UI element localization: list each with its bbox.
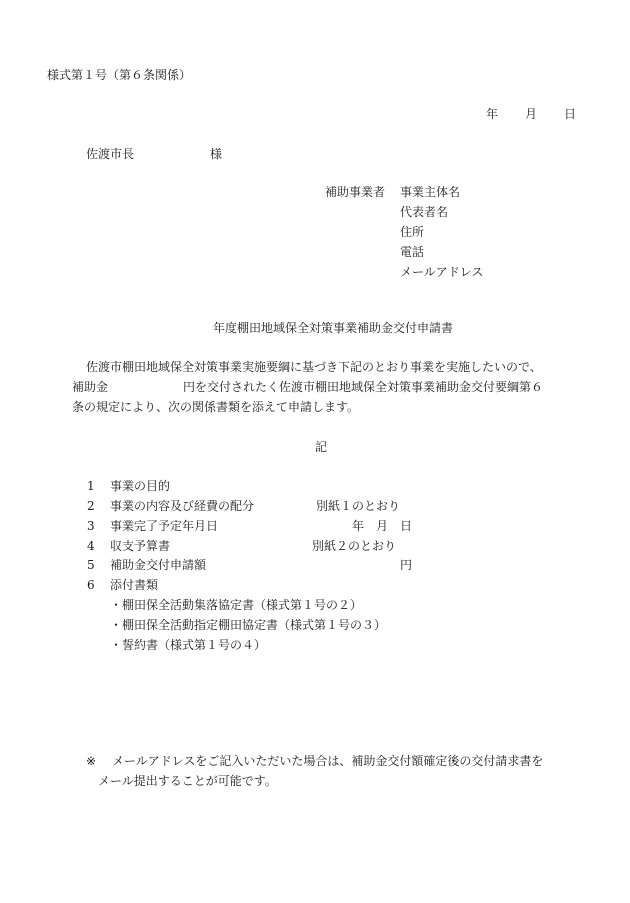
applicant-fields <box>400 184 483 284</box>
item-2-number: 2 <box>87 499 95 513</box>
body-line-1: 佐渡市棚田地域保全対策事業実施要綱に基づき下記のとおり事業を実施したいので、 <box>86 360 542 374</box>
applicant-field-email: メールアドレス <box>400 265 484 279</box>
note-mark: ※ <box>86 754 97 768</box>
body-line-3: 条の規定により、次の関係書類を添えて申請します。 <box>72 400 360 414</box>
item-5-label: 補助金交付申請額 <box>110 558 207 572</box>
note-line-2: メール提出することが可能です。 <box>98 774 277 788</box>
attachment-item: ・誓約書（様式第１号の４） <box>110 638 267 652</box>
ki-label: 記 <box>315 440 328 454</box>
item-1-label: 事業の目的 <box>110 479 171 493</box>
item-4-number: 4 <box>87 539 95 553</box>
attachment-item: ・棚田保全活動指定棚田協定書（様式第１号の３） <box>110 618 387 632</box>
applicant-field-phone: 電話 <box>400 245 425 259</box>
item-3-number: 3 <box>87 519 95 533</box>
form-number: 様式第１号（第６条関係） <box>47 68 192 82</box>
item-3-value: 年 月 日 <box>352 519 413 533</box>
item-4-value: 別紙２のとおり <box>312 539 397 553</box>
item-2-label: 事業の内容及び経費の配分 <box>110 499 255 513</box>
date-year-label: 年 <box>486 107 499 121</box>
attachments-list <box>110 597 386 657</box>
note-line-1: メールアドレスをご記入いただいた場合は、補助金交付額確定後の交付請求書を <box>112 754 544 768</box>
date-day-label: 日 <box>564 107 577 121</box>
applicant-field-entity: 事業主体名 <box>400 185 461 199</box>
addressee-mayor: 佐渡市長 <box>86 147 135 161</box>
document-title: 年度棚田地域保全対策事業補助金交付申請書 <box>213 321 454 335</box>
body-line-2-rest: 円を交付されたく佐渡市棚田地域保全対策事業補助金交付要綱第６ <box>183 380 544 394</box>
item-4-label: 収支予算書 <box>110 539 171 553</box>
item-2-value: 別紙１のとおり <box>316 499 401 513</box>
applicant-role: 補助事業者 <box>325 185 386 199</box>
applicant-field-address: 住所 <box>400 225 425 239</box>
applicant-field-representative: 代表者名 <box>400 205 449 219</box>
date-month-label: 月 <box>525 107 538 121</box>
item-6-label: 添付書類 <box>110 578 159 592</box>
attachment-item: ・棚田保全活動集落協定書（様式第１号の２） <box>110 598 363 612</box>
addressee-honorific: 様 <box>210 147 223 161</box>
item-5-number: 5 <box>87 558 95 572</box>
item-6-number: 6 <box>87 578 95 592</box>
item-3-label: 事業完了予定年月日 <box>110 519 219 533</box>
item-5-value: 円 <box>400 558 413 572</box>
item-1-number: 1 <box>87 479 95 493</box>
body-line-2-amount-label: 補助金 <box>72 380 109 394</box>
